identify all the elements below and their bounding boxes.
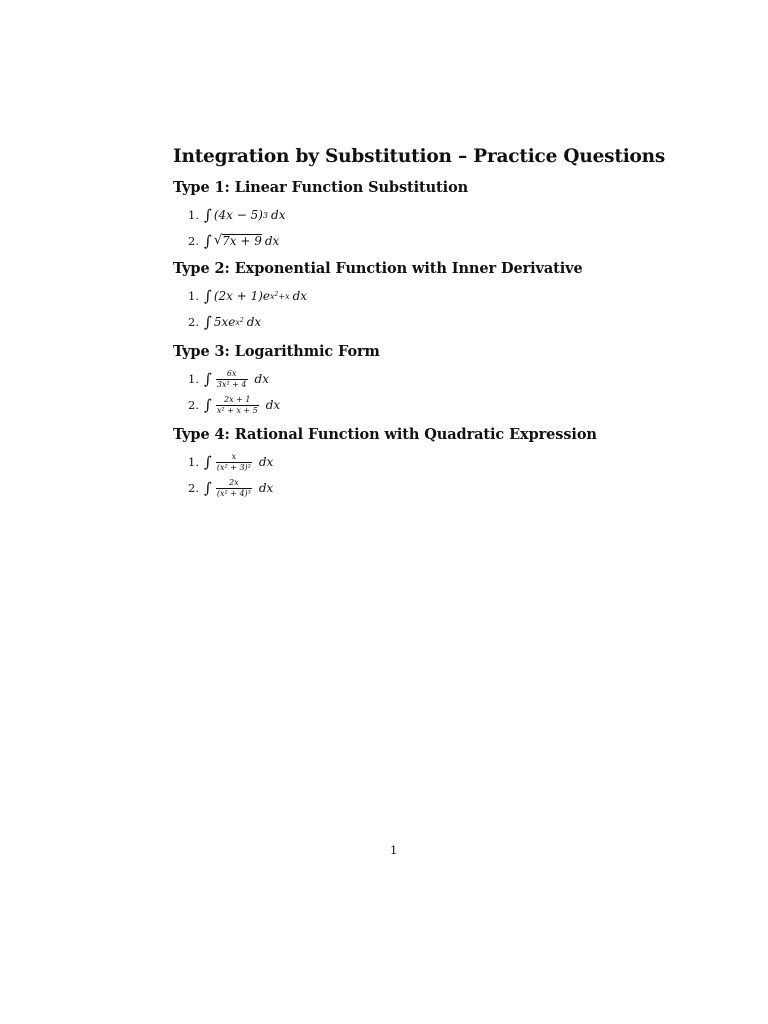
question-list bbox=[173, 449, 597, 501]
fraction bbox=[216, 479, 252, 498]
integral-expression bbox=[204, 202, 285, 228]
exponent: 3 bbox=[262, 210, 269, 220]
question-list bbox=[173, 202, 468, 254]
fraction bbox=[216, 396, 259, 415]
section-exponential bbox=[173, 260, 583, 335]
question-number: 2. bbox=[188, 234, 199, 248]
question-item bbox=[173, 475, 597, 501]
denominator: x² + x + 5 bbox=[216, 405, 258, 415]
radicand: 7x + 9 bbox=[222, 233, 262, 248]
question-item bbox=[173, 283, 583, 309]
exponent-power: 2 bbox=[239, 317, 244, 324]
integral-sign: ∫ bbox=[204, 369, 212, 388]
exponent-base: x bbox=[270, 292, 275, 301]
exponent-base: x bbox=[235, 318, 240, 327]
page-number: 1 bbox=[390, 843, 398, 857]
differential: dx bbox=[246, 315, 262, 329]
question-item bbox=[173, 309, 583, 335]
exponent-rest: +x bbox=[278, 292, 290, 301]
denominator: (x² + 3)² bbox=[216, 462, 251, 472]
denominator: (x² + 4)³ bbox=[216, 488, 251, 498]
section-linear bbox=[173, 179, 468, 254]
differential: dx bbox=[258, 481, 274, 495]
differential: dx bbox=[264, 234, 280, 248]
question-item bbox=[173, 449, 597, 475]
integral-sign: ∫ bbox=[204, 478, 212, 497]
fraction bbox=[216, 453, 252, 472]
differential: dx bbox=[265, 398, 281, 412]
integral-sign: ∫ bbox=[204, 452, 212, 471]
exponent-power: 2 bbox=[274, 291, 279, 298]
section-heading: Type 1: Linear Function Substitution bbox=[173, 179, 469, 196]
question-item bbox=[173, 202, 468, 228]
question-number: 2. bbox=[188, 398, 199, 412]
question-number: 2. bbox=[188, 315, 199, 329]
integral-sign: ∫ bbox=[204, 286, 212, 305]
numerator: 2x + 1 bbox=[224, 394, 251, 404]
exponent bbox=[270, 291, 290, 301]
section-rational bbox=[173, 426, 597, 501]
question-number: 1. bbox=[188, 372, 199, 386]
integral-sign: ∫ bbox=[204, 205, 212, 224]
integral-expression bbox=[204, 283, 307, 309]
integral-expression bbox=[204, 475, 273, 501]
denominator: 3x² + 4 bbox=[216, 379, 247, 389]
square-root bbox=[214, 234, 262, 248]
integral-expression bbox=[204, 392, 280, 418]
integral-expression bbox=[204, 309, 261, 335]
differential: dx bbox=[292, 289, 308, 303]
integral-expression bbox=[204, 366, 269, 392]
question-list bbox=[173, 366, 380, 418]
question-item bbox=[173, 228, 468, 254]
integrand: (2x + 1)e bbox=[213, 289, 271, 303]
integral-sign: ∫ bbox=[204, 395, 212, 414]
integrand: (4x − 5) bbox=[213, 208, 263, 222]
exponent bbox=[235, 317, 243, 327]
question-list bbox=[173, 283, 583, 335]
question-number: 1. bbox=[188, 455, 199, 469]
fraction bbox=[216, 370, 248, 389]
question-item bbox=[173, 392, 380, 418]
numerator: 2x bbox=[229, 477, 239, 487]
question-number: 1. bbox=[188, 208, 199, 222]
question-item bbox=[173, 366, 380, 392]
question-number: 2. bbox=[188, 481, 199, 495]
integral-expression bbox=[204, 228, 279, 254]
differential: dx bbox=[271, 208, 286, 222]
numerator: 6x bbox=[226, 368, 237, 378]
integrand: 5xe bbox=[213, 315, 236, 329]
question-number: 1. bbox=[188, 289, 199, 303]
section-heading: Type 4: Rational Function with Quadratic Expression bbox=[173, 426, 597, 443]
section-heading: Type 3: Logarithmic Form bbox=[173, 343, 380, 360]
integral-sign: ∫ bbox=[204, 231, 212, 250]
page-title: Integration by Substitution – Practice Questions bbox=[173, 146, 666, 167]
integral-expression bbox=[204, 449, 273, 475]
differential: dx bbox=[258, 455, 274, 469]
section-heading: Type 2: Exponential Function with Inner Derivative bbox=[173, 260, 583, 277]
radical-sign: √ bbox=[213, 232, 223, 248]
integral-sign: ∫ bbox=[204, 312, 212, 331]
differential: dx bbox=[254, 372, 269, 386]
numerator: x bbox=[231, 451, 237, 461]
section-logarithmic bbox=[173, 343, 380, 418]
